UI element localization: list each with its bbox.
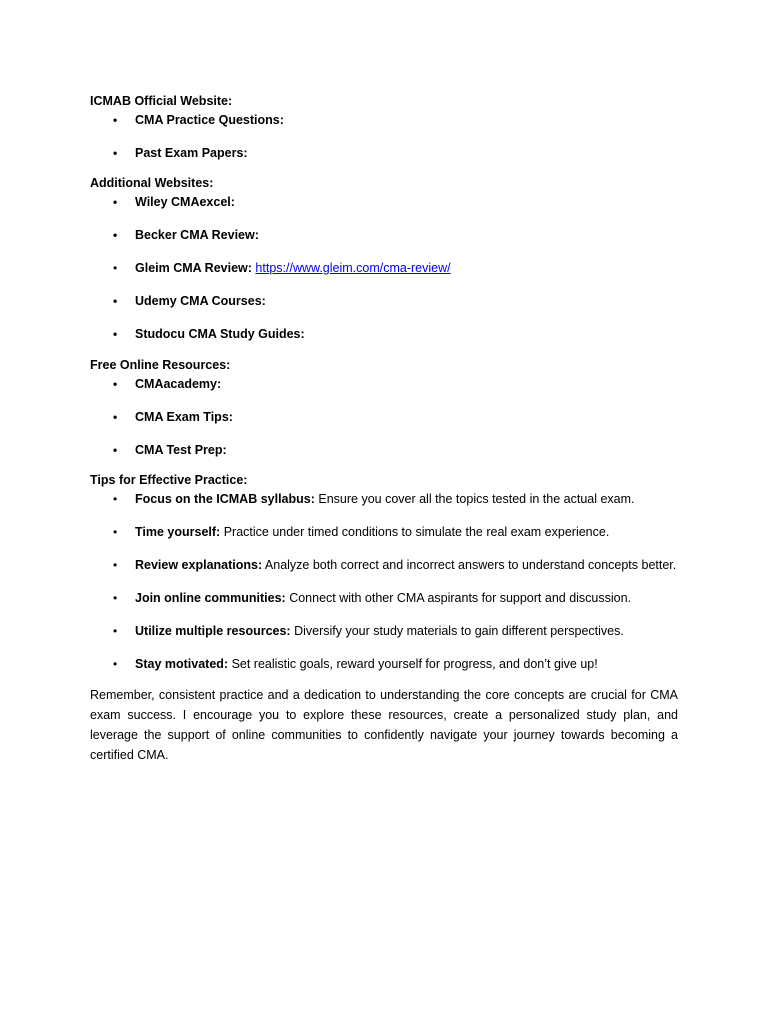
tip-item	[90, 489, 678, 509]
tip-text: Diversify your study materials to gain different perspectives.	[290, 624, 624, 638]
tip-label: Time yourself:	[135, 525, 221, 539]
tip-text: Connect with other CMA aspirants for support and discussion.	[285, 591, 632, 605]
tip-label: Utilize multiple resources:	[135, 624, 291, 638]
list-item: • Wiley CMAexcel:	[90, 192, 678, 212]
tips-heading: Tips for Effective Practice:	[90, 473, 248, 487]
tip-item	[90, 654, 678, 674]
tip-item	[90, 522, 678, 542]
list-item: • Past Exam Papers:	[90, 143, 678, 163]
list-item: • CMA Exam Tips:	[90, 407, 678, 427]
list-item-label: Gleim CMA Review:	[135, 261, 252, 275]
icmab-list	[90, 110, 678, 163]
tip-text: Practice under timed conditions to simulate the real exam experience.	[220, 525, 610, 539]
tip-text: Set realistic goals, reward yourself for progress, and don’t give up!	[228, 657, 598, 671]
list-item: • Studocu CMA Study Guides:	[90, 324, 678, 344]
tip-item	[90, 555, 678, 575]
list-item: • CMA Test Prep:	[90, 440, 678, 460]
list-item: • Udemy CMA Courses:	[90, 291, 678, 311]
tip-text: Ensure you cover all the topics tested in the actual exam.	[314, 492, 635, 506]
icmab-heading: ICMAB Official Website:	[90, 94, 233, 108]
tip-item	[90, 588, 678, 608]
free-resources-heading: Free Online Resources:	[90, 358, 231, 372]
tip-label: Review explanations:	[135, 558, 263, 572]
additional-websites-list	[90, 192, 678, 344]
additional-websites-heading: Additional Websites:	[90, 176, 214, 190]
tips-list	[90, 489, 678, 674]
tip-label: Focus on the ICMAB syllabus:	[135, 492, 315, 506]
list-item: • CMAacademy:	[90, 374, 678, 394]
free-resources-list	[90, 374, 678, 460]
gleim-link[interactable]: https://www.gleim.com/cma-review/	[255, 261, 451, 275]
tip-label: Join online communities:	[135, 591, 286, 605]
list-item-gleim	[90, 258, 678, 278]
tip-label: Stay motivated:	[135, 657, 229, 671]
closing-paragraph: Remember, consistent practice and a dedication to understanding the core concepts are crucial for CMA exam success. I encourage you to explore these resources, create a personalized study plan, and leverage the support of online communities to confidently navigate your journey towards becoming a certified CMA.	[90, 688, 678, 762]
tip-text: Analyze both correct and incorrect answers to understand concepts better.	[262, 558, 677, 572]
document-page	[90, 93, 678, 765]
list-item: • Becker CMA Review:	[90, 225, 678, 245]
list-item: • CMA Practice Questions:	[90, 110, 678, 130]
tip-item	[90, 621, 678, 641]
